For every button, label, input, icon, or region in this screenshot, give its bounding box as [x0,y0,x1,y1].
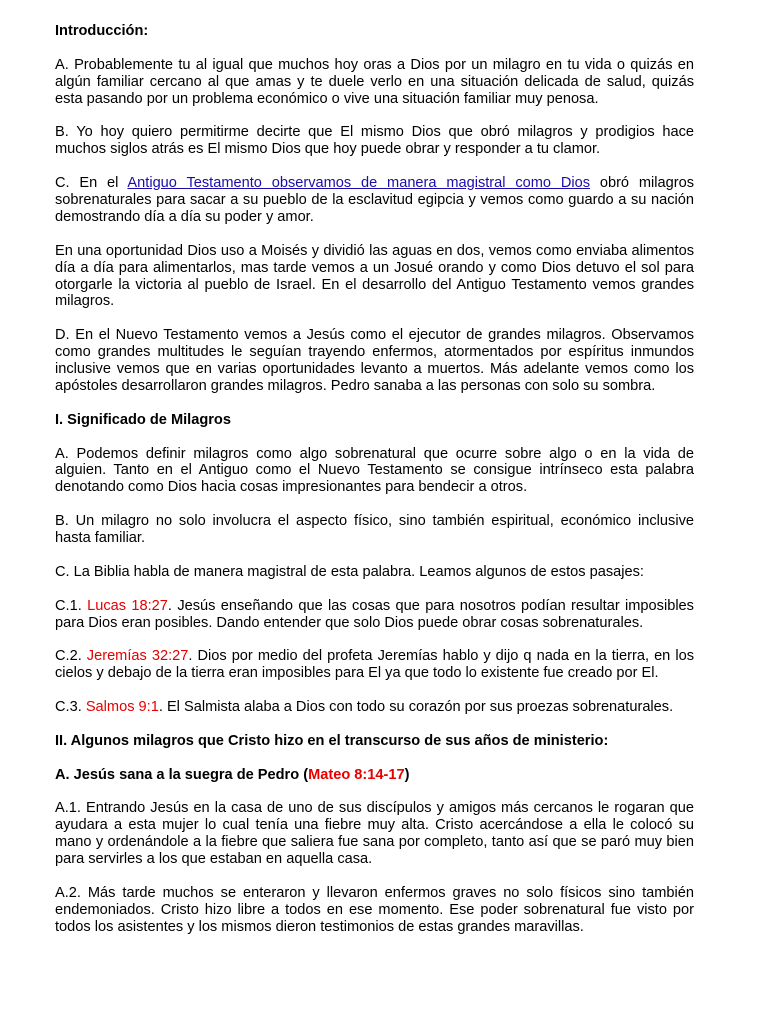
section-2-subheading-a [55,767,694,784]
section-1-paragraph-b: B. Un milagro no solo involucra el aspecto físico, sino también espiritual, económico inclusive hasta familiar. [55,513,694,547]
section-1-heading: I. Significado de Milagros [55,411,231,428]
intro-heading: Introducción: [55,23,149,39]
c2-prefix: C.2. [55,648,87,665]
intro-paragraph-moses: En una oportunidad Dios uso a Moisés y dividió las aguas en dos, vemos como enviaba alimentos día a día para alimentarlos, mas tarde vemos a un Josué orando y como Dios detuvo el sol para otorgarle la victoria al pueblo de Israel. En el desarrollo del Antiguo Testamento vemos grandes milagros. [55,242,694,310]
section-1-paragraph-c3 [55,699,694,716]
s2-a-heading-suffix: ) [404,766,410,783]
s2-a-heading-prefix: A. Jesús sana a la suegra de Pedro ( [55,766,309,783]
lucas-reference-link[interactable]: Lucas 18:27 [87,597,168,614]
intro-paragraph-a: A. Probablemente tu al igual que muchos hoy oras a Dios por un milagro en tu vida o quizás en algún familiar cercano al que amas y te duele verlo en una situación delicada de salud, quizás esta pasando por un problema económico o vive una situación familiar muy penosa. [55,56,694,107]
c3-prefix: C.3. [55,699,86,716]
jeremias-reference-link[interactable]: Jeremías 32:27 [86,648,189,665]
section-2-paragraph-a1: A.1. Entrando Jesús en la casa de uno de sus discípulos y amigos más cercanos le rogaran que ayudara a esta mujer lo cual tenía una fiebre muy alta. Cristo acercándose a ella le colocó su mano y ordenándole a la fiebre que saliera fue sana por completo, tanto así que se paró muy bien para servirles a los que estaban en aquella casa. [55,800,694,868]
salmos-reference-link[interactable]: Salmos 9:1 [85,699,159,716]
intro-c-prefix: C. En el [55,175,128,192]
c2-text: . Dios por medio del profeta Jeremías hablo y dijo q nada en la tierra, en los cielos y debajo de la tierra eran imposibles para El ya que todo lo existente fue creado por El. [55,648,694,682]
c1-prefix: C.1. [55,597,88,614]
intro-c-suffix: obró milagros sobrenaturales para sacar a su pueblo de la esclavitud egipcia y vemos como guardo a su nación demostrando día a día su poder y amor. [55,175,694,225]
intro-paragraph-c [55,175,694,226]
intro-paragraph-b: B. Yo hoy quiero permitirme decirte que El mismo Dios que obró milagros y prodigios hace muchos siglos atrás es El mismo Dios que hoy puede obrar y responder a tu clamor. [55,124,694,158]
section-1-paragraph-c1 [55,598,694,632]
old-testament-link[interactable]: Antiguo Testamento observamos de manera magistral como Dios [127,175,591,192]
section-2-heading: II. Algunos milagros que Cristo hizo en el transcurso de sus años de ministerio: [55,732,609,749]
section-2-paragraph-a2: A.2. Más tarde muchos se enteraron y llevaron enfermos graves no solo físicos sino también endemoniados. Cristo hizo libre a todos en ese momento. Ese poder sobrenatural fue visto por todos los asistentes y los mismos dieron testimonios de estas grandes maravillas. [55,884,694,935]
section-1-paragraph-c2 [55,648,694,682]
document-body [55,23,694,953]
mateo-reference-link[interactable]: Mateo 8:14-17 [308,766,405,783]
c3-text: . El Salmista alaba a Dios con todo su corazón por sus proezas sobrenaturales. [158,699,674,716]
c1-text: . Jesús enseñando que las cosas que para nosotros podían resultar imposibles para Dios eran posibles. Dando entender que solo Dios puede obrar cosas sobrenaturales. [55,597,694,631]
section-1-paragraph-c: C. La Biblia habla de manera magistral de esta palabra. Leamos algunos de estos pasajes: [55,563,644,580]
section-1-paragraph-a: A. Podemos definir milagros como algo sobrenatural que ocurre sobre algo o en la vida de alguien. Tanto en el Antiguo como el Nuevo Testamento se consigue intrínseco esta palabra denotando como Dios hacia cosas impresionantes para bendecir a otros. [55,445,694,496]
intro-paragraph-d: D. En el Nuevo Testamento vemos a Jesús como el ejecutor de grandes milagros. Observamos como grandes multitudes le seguían trayendo enfermos, atormentados por espíritus inmundos inclusive vemos que en varias oportunidades levanto a muertos. Más adelante vemos como los apóstoles desarrollaron grandes milagros. Pedro sanaba a las personas con solo su sombra. [55,327,694,394]
